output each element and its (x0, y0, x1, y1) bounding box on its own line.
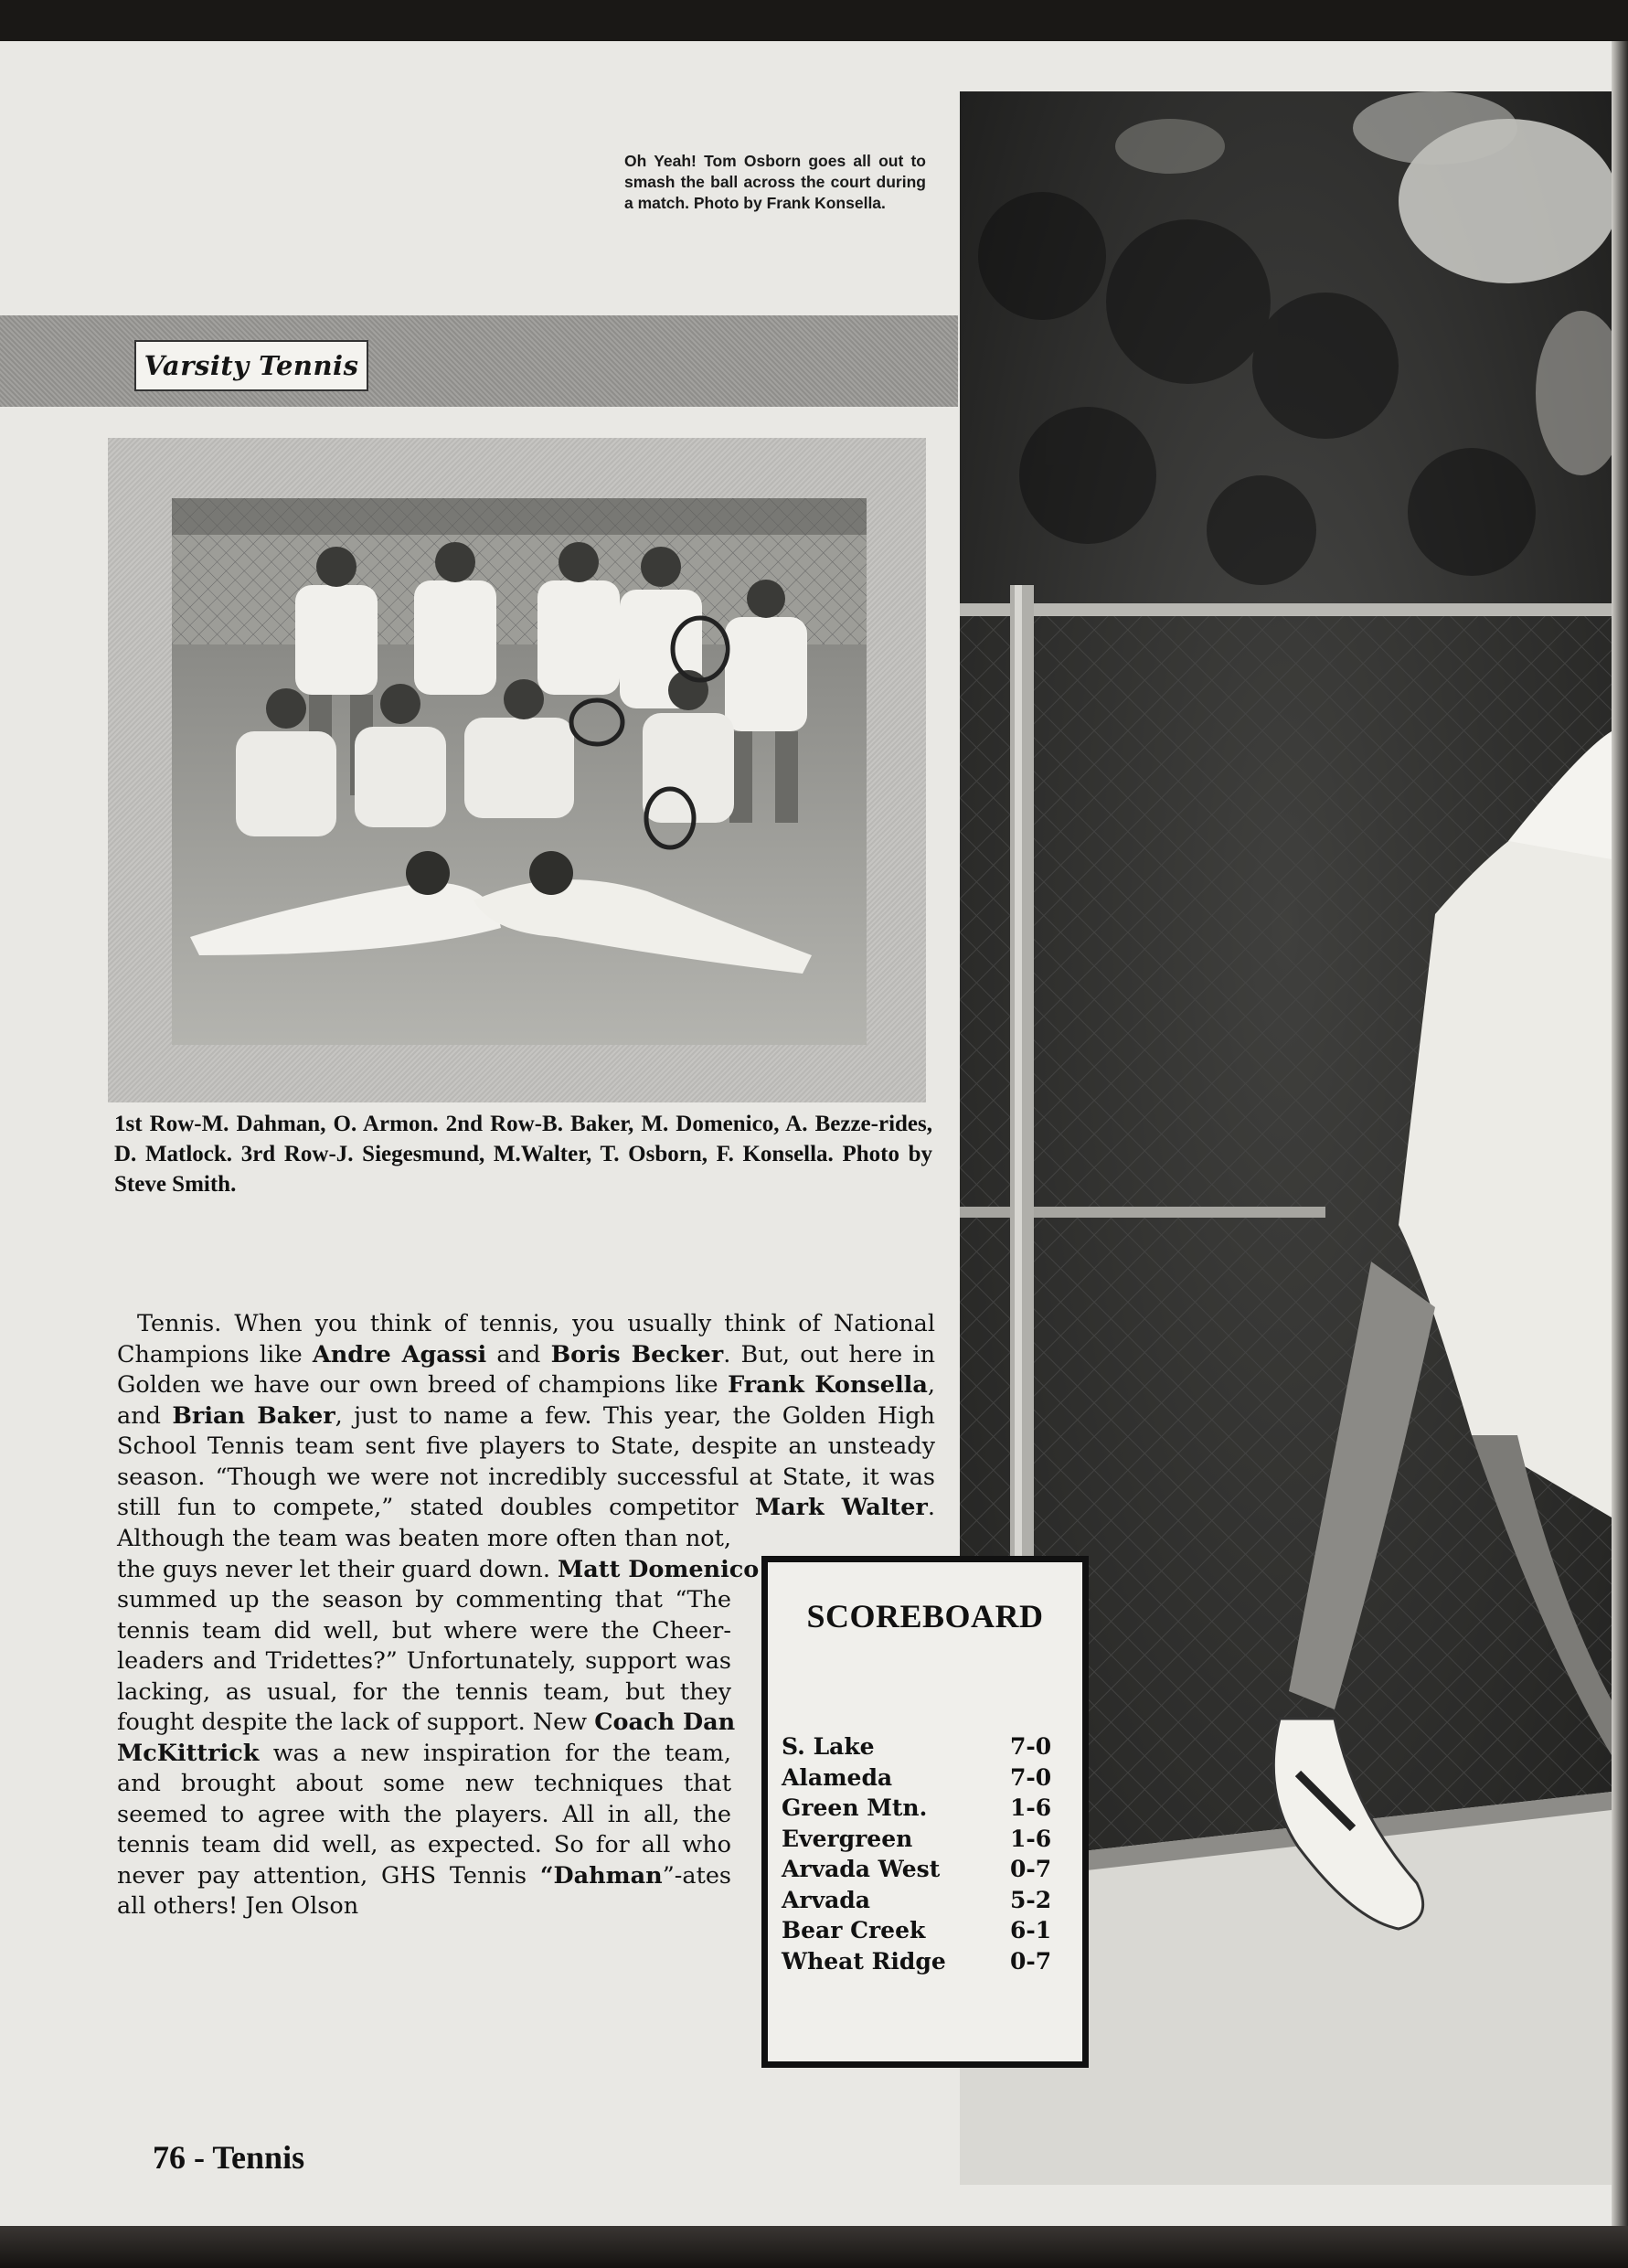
article-text: School Tennis team sent five players to State, despite an unsteady (117, 1432, 935, 1460)
scoreboard-row (782, 1915, 1074, 1946)
scoreboard-team: Green Mtn. (782, 1794, 928, 1821)
article-bold-name: Andre Agassi (312, 1340, 487, 1368)
page-edge (1612, 41, 1628, 2226)
article-text: tennis team did well, but where were the Cheer- (117, 1616, 731, 1645)
article-line (117, 1769, 731, 1800)
article-text: fought despite the lack of support. New (117, 1709, 595, 1736)
article-text: season. “Though we were not incredibly successful at State, it was (117, 1463, 935, 1491)
article-text: Although the team was beaten more often than not, (117, 1525, 731, 1552)
article-text: Champions like (117, 1340, 313, 1368)
scoreboard-team: Bear Creek (782, 1917, 926, 1943)
scoreboard-row (782, 1762, 1074, 1794)
article-text: was a new inspiration for the team, (259, 1739, 731, 1767)
article-text: Tennis. When you think of tennis, you usually think of National (137, 1310, 935, 1337)
team-photo-caption: 1st Row-M. Dahman, O. Armon. 2nd Row-B. Baker, M. Domenico, A. Bezze-rides, D. Matlock. 3rd Row-J. Siegesmund, M.Walter, T. Osborn, F. Konsella. Photo by Steve Smith. (114, 1112, 932, 1197)
article-line (117, 1861, 731, 1892)
article-line (117, 1555, 760, 1586)
article-text: the guys never let their guard down. (117, 1555, 559, 1583)
scoreboard-row (782, 1885, 1074, 1916)
article-bold-name: McKittrick (117, 1739, 260, 1767)
scoreboard-row (782, 1854, 1074, 1885)
scoreboard-team: Evergreen (782, 1825, 913, 1852)
article-text: . (927, 1494, 935, 1521)
scoreboard-score: 6-1 (1010, 1917, 1052, 1943)
article-line (117, 1585, 731, 1616)
scoreboard-team: Arvada (782, 1886, 870, 1913)
article-line (117, 1708, 736, 1739)
article-text: leaders and Tridettes?” Unfortunately, support was (117, 1647, 731, 1675)
article-text: Golden we have our own breed of champions like (117, 1371, 729, 1399)
page-folio: 76 - Tennis (153, 2139, 305, 2176)
scoreboard-row (782, 1824, 1074, 1855)
scan-border (0, 2226, 1628, 2268)
action-photo-caption: Oh Yeah! Tom Osborn goes all out to smash the ball across the court during a match. Photo by Frank Konsella. (624, 152, 926, 212)
scoreboard-table (782, 1731, 1074, 1976)
article-body-narrow (117, 1524, 760, 1922)
article-bold-name: Brian Baker (172, 1401, 335, 1430)
article-bold-name: Coach Dan (594, 1709, 736, 1736)
scoreboard-box (761, 1556, 1089, 2068)
scoreboard-row (782, 1793, 1074, 1824)
section-title: Varsity Tennis (134, 340, 368, 391)
article-text: seemed to agree with the players. All in all, the (117, 1800, 731, 1828)
article-line (117, 1830, 731, 1861)
article-bold-name: “Dahman (539, 1861, 663, 1890)
article-line (117, 1646, 731, 1677)
article-line (117, 1800, 731, 1831)
article-line (117, 1370, 935, 1401)
article-bold-name: Mark Walter (754, 1494, 928, 1521)
article-text: still fun to compete,” stated doubles competitor (117, 1494, 755, 1521)
article-text: never pay attention, GHS Tennis (117, 1861, 540, 1890)
article-text: all others! Jen Olson (117, 1892, 359, 1920)
article-line (117, 1616, 731, 1647)
article-bold-name: Boris Becker (550, 1340, 724, 1368)
scoreboard-score: 7-0 (1010, 1763, 1052, 1791)
scoreboard-team: S. Lake (782, 1733, 875, 1760)
scoreboard-team: Wheat Ridge (782, 1947, 946, 1975)
article-text: and (117, 1401, 173, 1430)
article-text: and (486, 1340, 551, 1368)
article-text: , (927, 1371, 935, 1399)
article-line (117, 1891, 731, 1922)
scoreboard-score: 0-7 (1010, 1856, 1052, 1882)
article-text: ”-ates (662, 1861, 731, 1890)
article-line (117, 1677, 731, 1709)
article-line (117, 1463, 935, 1494)
article-line (117, 1524, 731, 1555)
article-line (117, 1401, 935, 1432)
article-bold-name: Matt Domenico (558, 1555, 760, 1583)
scoreboard-row (782, 1731, 1074, 1762)
scoreboard-team: Arvada West (782, 1856, 941, 1882)
scoreboard-score: 1-6 (1010, 1794, 1052, 1821)
article-body-wide (117, 1309, 935, 1524)
article-bold-name: Frank Konsella (728, 1371, 928, 1399)
scoreboard-score: 5-2 (1010, 1886, 1052, 1913)
scoreboard-score: 7-0 (1010, 1733, 1052, 1760)
scoreboard-score: 0-7 (1010, 1947, 1052, 1975)
scoreboard-score: 1-6 (1010, 1825, 1052, 1852)
article-text: and brought about some new techniques that (117, 1770, 731, 1797)
article-line (117, 1432, 935, 1463)
article-text: tennis team did well, as expected. So for all who (117, 1831, 731, 1858)
team-photo (172, 498, 867, 1045)
article-text: . But, out here in (723, 1340, 935, 1368)
article-line (117, 1493, 935, 1524)
article-text: summed up the season by commenting that “The (117, 1586, 731, 1613)
article-line (117, 1340, 935, 1371)
article-text: lacking, as usual, for the tennis team, but they (117, 1677, 731, 1706)
article-line (117, 1309, 935, 1340)
article-line (117, 1739, 731, 1770)
scoreboard-row (782, 1946, 1074, 1977)
scoreboard-title: SCOREBOARD (806, 1598, 1044, 1634)
scoreboard-team: Alameda (782, 1763, 893, 1791)
article-text: , just to name a few. This year, the Golden High (335, 1401, 935, 1430)
